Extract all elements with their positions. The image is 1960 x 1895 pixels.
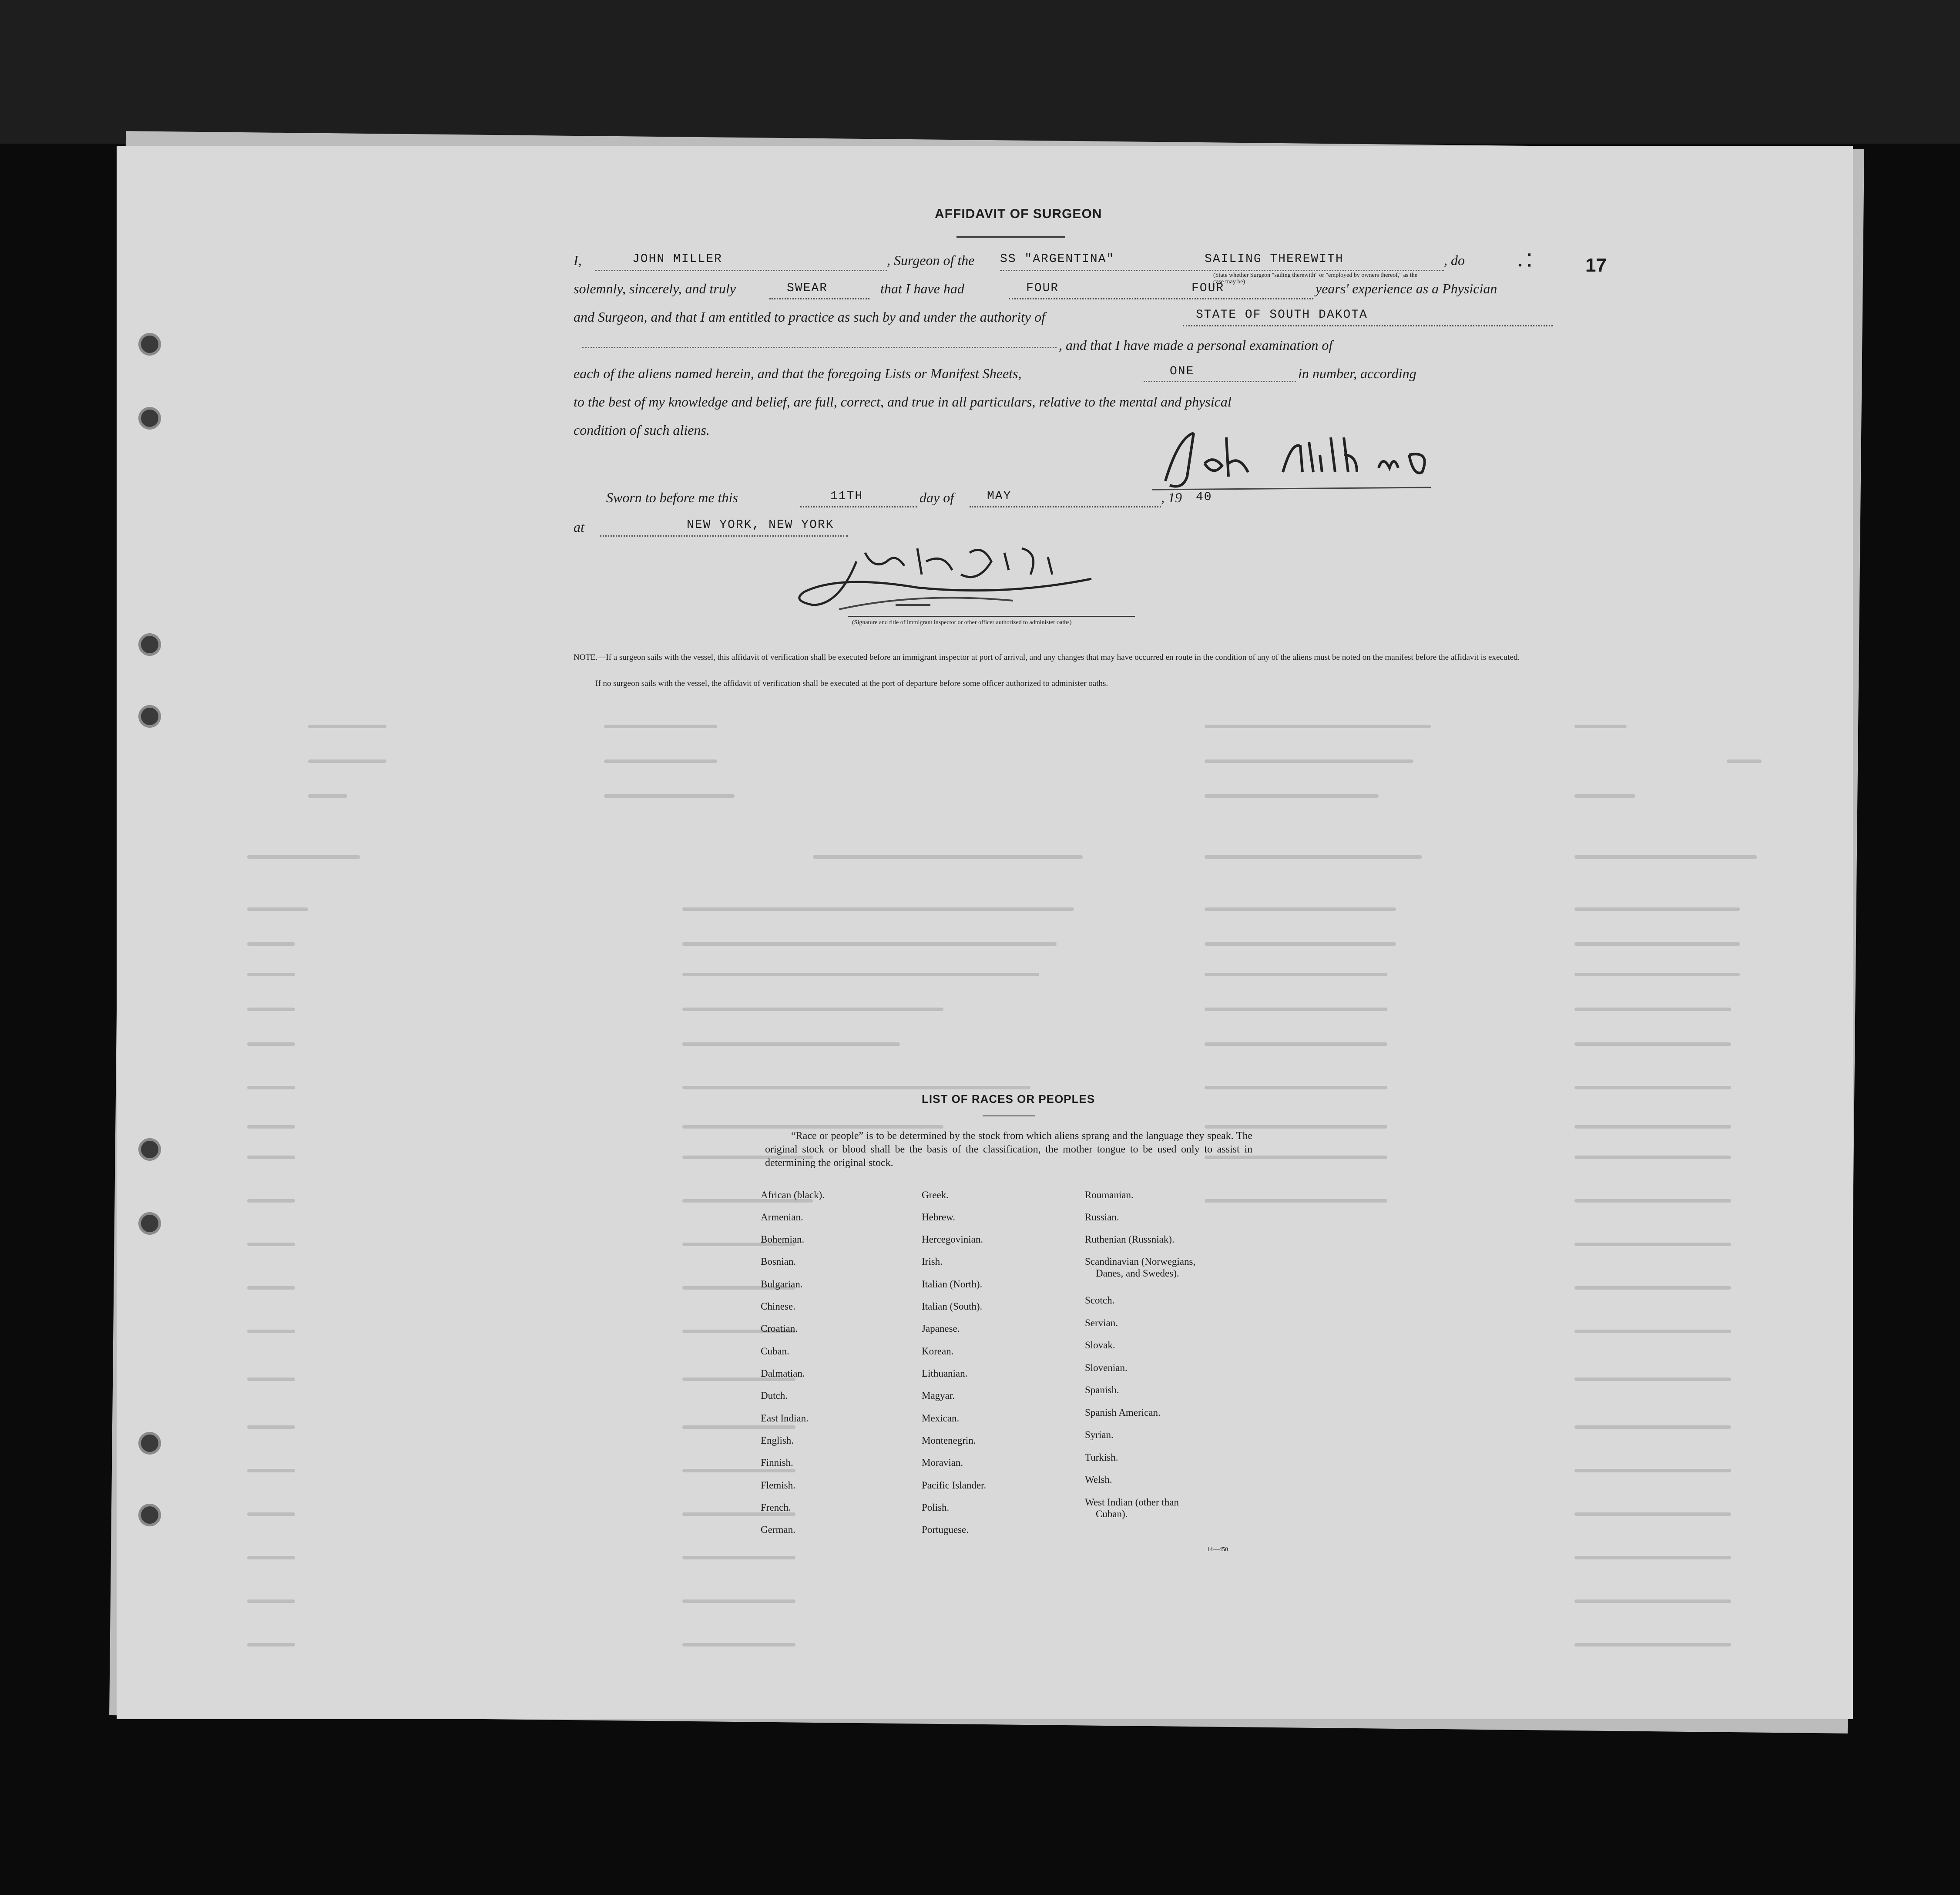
race-item: Hebrew.: [922, 1212, 956, 1223]
affidavit-line1-i: I,: [574, 252, 582, 268]
officer-caption: (Signature and title of immigrant inspector or other officer authorized to administer oaths): [852, 619, 1072, 626]
title-underline: [957, 236, 1065, 238]
scanner-background: [0, 0, 1960, 144]
practice-authority: STATE OF SOUTH DAKOTA: [1196, 308, 1368, 322]
race-item: Danes, and Swedes).: [1096, 1268, 1179, 1279]
race-item: Korean.: [922, 1346, 954, 1357]
race-item: Scandinavian (Norwegians,: [1085, 1256, 1196, 1267]
page-number: 17: [1585, 255, 1607, 276]
races-title: LIST OF RACES OR PEOPLES: [922, 1092, 1095, 1105]
affidavit-note-1: NOTE.—If a surgeon sails with the vessel, this affidavit of verification shall be executed before an immigrant inspector at port of arrival, and any changes that may have occurred en route in the condition of any of the aliens must be noted on the manifest before the affidavit is executed.: [574, 653, 1520, 662]
race-item: Lithuanian.: [922, 1368, 968, 1379]
binder-hole: [138, 407, 161, 430]
day-of-text: day of: [920, 490, 954, 505]
sworn-day: 11TH: [830, 490, 863, 503]
race-item: Magyar.: [922, 1390, 955, 1401]
form-number: 14—450: [1207, 1546, 1228, 1553]
race-item: Greek.: [922, 1189, 949, 1200]
races-intro: “Race or people” is to be determined by the stock from which aliens sprang and the language they speak. The original stock or blood shall be the basis of the classification, the mother tongue to be used only to assist in determining the original stock.: [765, 1130, 1252, 1169]
race-item: Polish.: [922, 1502, 950, 1513]
affidavit-line2-experience: years' experience as a Physician: [1316, 281, 1497, 296]
race-item: Italian (South).: [922, 1301, 983, 1312]
officer-signature: [787, 535, 1118, 622]
race-item: Servian.: [1085, 1317, 1118, 1328]
sworn-text: Sworn to before me this: [606, 490, 738, 505]
sworn-place: NEW YORK, NEW YORK: [687, 518, 834, 532]
race-item: Dutch.: [761, 1390, 788, 1401]
race-item: Moravian.: [922, 1457, 963, 1468]
race-item: East Indian.: [761, 1413, 809, 1424]
affidavit-line7: condition of such aliens.: [574, 422, 710, 438]
affidavit-line1-surgeon-of: , Surgeon of the: [887, 252, 975, 268]
year-prefix: , 19: [1161, 490, 1182, 505]
race-item: Finnish.: [761, 1457, 793, 1468]
race-item: Dalmatian.: [761, 1368, 805, 1379]
affidavit-line6: to the best of my knowledge and belief, are full, correct, and true in all particulars, relative to the mental and physical: [574, 394, 1232, 410]
affidavit-line3: and Surgeon, and that I am entitled to practice as such by and under the authority of: [574, 309, 1045, 325]
race-item: German.: [761, 1524, 795, 1535]
affidavit-title: AFFIDAVIT OF SURGEON: [935, 207, 1102, 221]
races-title-underline: [983, 1115, 1035, 1116]
affidavit-line4: , and that I have made a personal examination of: [1059, 337, 1333, 353]
race-item: Flemish.: [761, 1480, 795, 1491]
race-item: Ruthenian (Russniak).: [1085, 1234, 1175, 1245]
affidavit-line2-have-had: that I have had: [880, 281, 964, 296]
race-item: Spanish.: [1085, 1384, 1119, 1395]
race-item: Turkish.: [1085, 1452, 1118, 1463]
race-item: Spanish American.: [1085, 1407, 1161, 1418]
surgeon-status: SAILING THEREWITH: [1205, 252, 1344, 266]
years-experience-2: FOUR: [1191, 282, 1225, 295]
race-item: Scotch.: [1085, 1295, 1115, 1306]
race-item: Croatian.: [761, 1323, 798, 1334]
binder-hole: [138, 1504, 161, 1526]
race-item: Portuguese.: [922, 1524, 969, 1535]
bleed-through-manifest: [247, 712, 1853, 1713]
binder-hole: [138, 705, 161, 728]
sworn-month: MAY: [987, 490, 1012, 503]
race-item: Mexican.: [922, 1413, 960, 1424]
vessel-name: SS "ARGENTINA": [1000, 252, 1115, 266]
manifest-sheet-count: ONE: [1170, 365, 1195, 378]
officer-signature-line: [848, 616, 1135, 617]
race-item: Chinese.: [761, 1301, 795, 1312]
race-item: Japanese.: [922, 1323, 960, 1334]
manifest-page: [117, 146, 1853, 1719]
race-item: Syrian.: [1085, 1429, 1114, 1440]
race-item: Montenegrin.: [922, 1435, 976, 1446]
affidavit-line5: each of the aliens named herein, and that the foregoing Lists or Manifest Sheets,: [574, 366, 1022, 381]
race-item: Italian (North).: [922, 1279, 983, 1290]
affidavit-line5-number: in number, according: [1298, 366, 1416, 381]
oath-type: SWEAR: [787, 282, 828, 295]
surgeon-name: JOHN MILLER: [632, 252, 722, 266]
race-item: Bulgarian.: [761, 1279, 803, 1290]
status-note: (State whether Surgeon "sailing therewith" or "employed by owners thereof," as the case may be): [1213, 272, 1417, 285]
race-item: Slovak.: [1085, 1340, 1115, 1351]
race-item: West Indian (other than: [1085, 1497, 1179, 1508]
race-item: Cuban.: [761, 1346, 789, 1357]
race-item: African (black).: [761, 1189, 825, 1200]
race-item: French.: [761, 1502, 791, 1513]
binder-hole: [138, 1138, 161, 1161]
race-item: Irish.: [922, 1256, 943, 1267]
affidavit-note-2: If no surgeon sails with the vessel, the affidavit of verification shall be executed at the port of departure before some officer authorized to administer oaths.: [595, 679, 1108, 688]
binder-hole: [138, 1212, 161, 1235]
race-item: Bosnian.: [761, 1256, 796, 1267]
race-item: English.: [761, 1435, 794, 1446]
affidavit-line1-do: , do: [1444, 252, 1465, 268]
race-item: Hercegovinian.: [922, 1234, 983, 1245]
affidavit-line2-solemnly: solemnly, sincerely, and truly: [574, 281, 736, 296]
race-item: Roumanian.: [1085, 1189, 1134, 1200]
at-text: at: [574, 519, 584, 535]
race-item: Welsh.: [1085, 1474, 1112, 1485]
surgeon-signature: [1152, 429, 1440, 494]
race-item: Bohemian.: [761, 1234, 805, 1245]
binder-hole: [138, 333, 161, 356]
years-experience-1: FOUR: [1026, 282, 1059, 295]
binder-hole: [138, 1432, 161, 1455]
race-item: Russian.: [1085, 1212, 1119, 1223]
sworn-year: 40: [1196, 491, 1212, 504]
binder-hole: [138, 633, 161, 656]
stamp-dots: . ⁚: [1518, 251, 1532, 270]
race-item: Cuban).: [1096, 1509, 1128, 1519]
race-item: Pacific Islander.: [922, 1480, 987, 1491]
race-item: Slovenian.: [1085, 1362, 1128, 1373]
race-item: Armenian.: [761, 1212, 803, 1223]
